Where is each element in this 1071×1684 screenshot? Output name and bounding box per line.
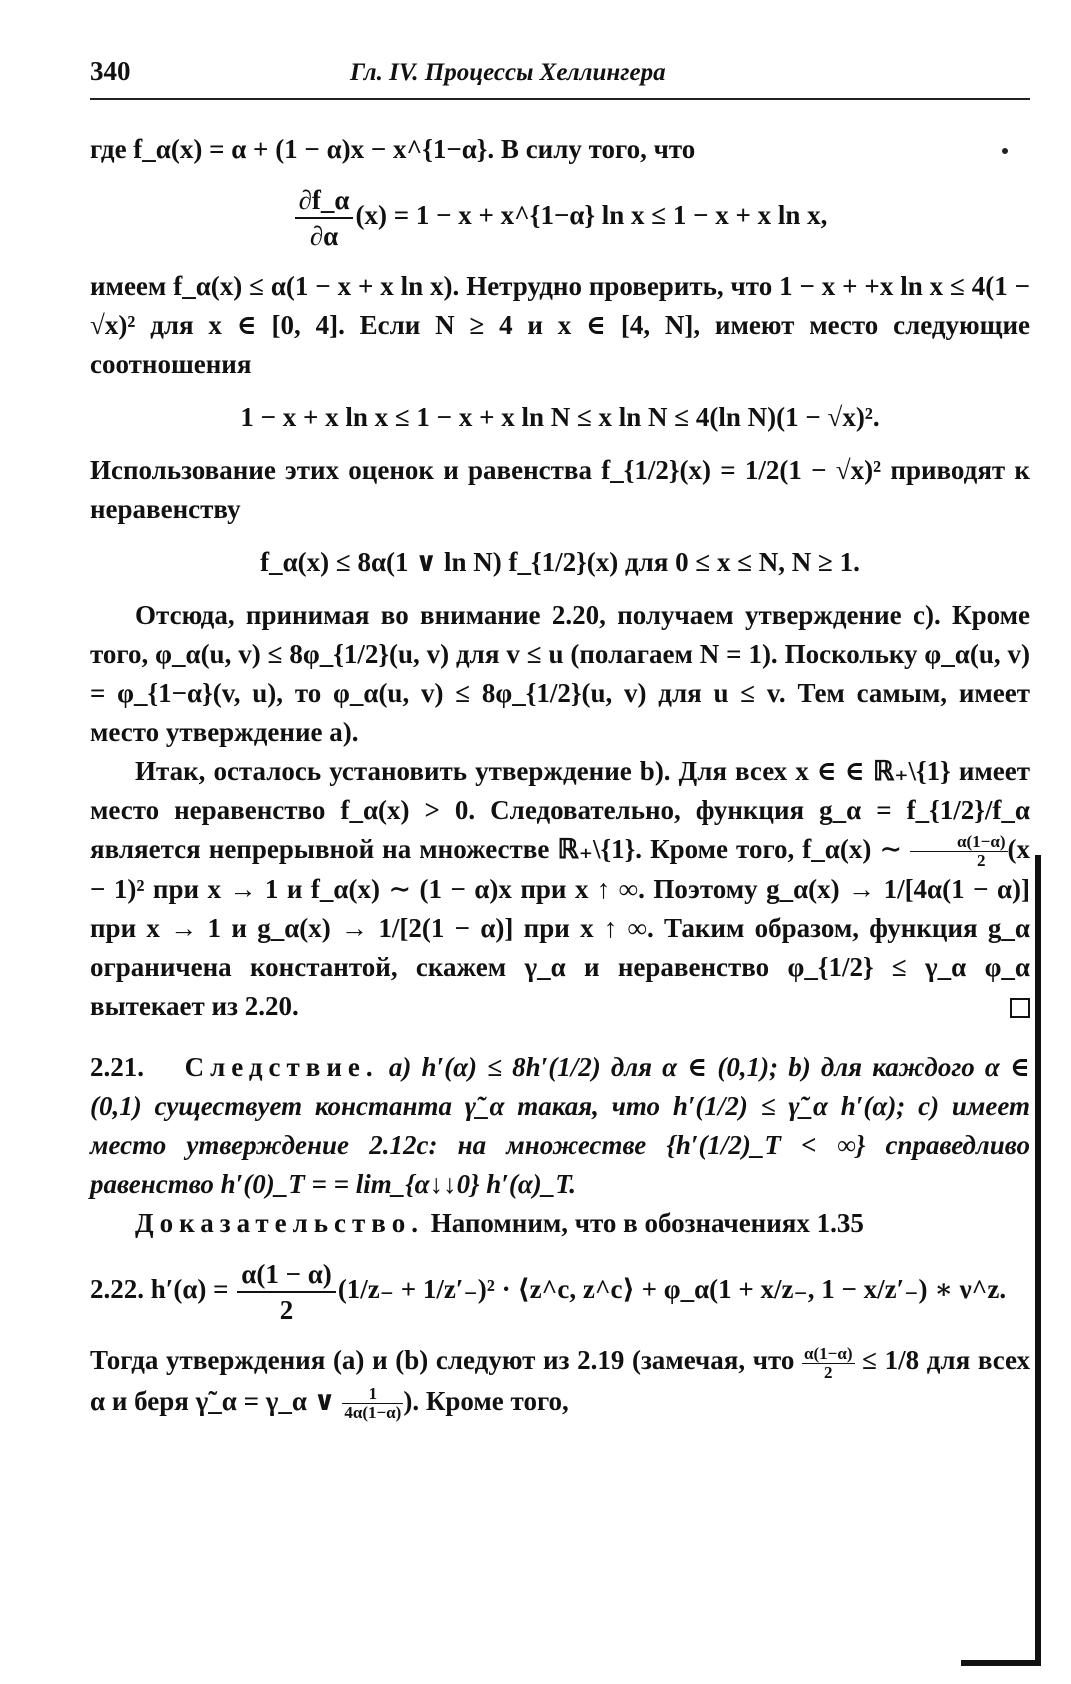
- proof-text: Напомним, что в обозначениях 1.35: [430, 1208, 864, 1239]
- fraction-numerator: ∂f_α: [295, 183, 354, 219]
- page-number: 340: [90, 56, 131, 86]
- fraction-numerator: α(1−α): [804, 1343, 853, 1363]
- running-title: Гл. IV. Процессы Хеллингера: [350, 59, 666, 86]
- paragraph-5: [90, 752, 1030, 1026]
- fraction-denominator: ∂α: [309, 221, 339, 251]
- paragraph-last-part-a: Тогда утверждения (a) и (b) следуют из 2.19 (замечая, что: [90, 1345, 803, 1376]
- fraction-denominator: 4α(1−α): [344, 1402, 402, 1422]
- corollary-text: a) h′(α) ≤ 8h′(1/2) для α ∈ (0,1); b) для каждого α ∈ (0,1) существует константа γ̃_α такая, что h′(1/2) ≤ γ̃_α h′(α); c) имеет место утверждение 2.12c: на множестве {h′(1/2)_T < ∞} справедливо равенство h′(0)_T = = lim_{α↓↓0} h′(α)_T.: [90, 1052, 1031, 1200]
- page: [90, 52, 1030, 1422]
- paragraph-2: имеем f_α(x) ≤ α(1 − x + x ln x). Нетрудно проверить, что 1 − x + +x ln x ≤ 4(1 − √x)² для x ∈ [0, 4]. Если N ≥ 4 и x ∈ [4, N], имеют место следующие соотношения: [90, 271, 1030, 379]
- paragraph-5-part-a: Итак, осталось установить утверждение b). Для всех x ∈ ∈ ℝ₊\{1} имеет место неравенство f_α(x) > 0. Следовательно, функция g_α = f_{1/2}/f_α является непрерывной на множестве ℝ₊\{1}. Кроме того, f_α(x) ∼: [90, 756, 1030, 864]
- paragraph-last: [90, 1341, 1030, 1422]
- text-line-1: где f_α(x) = α + (1 − α)x − x^{1−α}. В силу того, что: [90, 134, 696, 164]
- paragraph-last-part-c: ). Кроме того,: [403, 1385, 569, 1416]
- scan-edge-horizontal: [961, 1660, 1041, 1666]
- partial-fraction: [295, 183, 354, 253]
- fraction-denominator: 2: [824, 1362, 833, 1382]
- inline-fraction-3: [342, 1385, 403, 1422]
- header-rule: [90, 98, 1030, 100]
- equation-1: [90, 183, 1030, 253]
- paragraph-5-part-b: (x − 1)² при x → 1 и f_α(x) ∼ (1 − α)x при x ↑ ∞. Поэтому g_α(x) → 1/[4α(1 − α)] при x → 1 и g_α(x) → 1/[2(1 − α)] при x ↑ ∞. Таким образом, функция g_α ограничена константой, скажем γ_α и неравенство φ_{1/2} ≤ γ_α φ_α вытекает из 2.20.: [90, 834, 1030, 1022]
- corollary-title: Следствие.: [184, 1052, 379, 1083]
- equation-3: f_α(x) ≤ 8α(1 ∨ ln N) f_{1/2}(x) для 0 ≤ x ≤ N, N ≥ 1.: [260, 547, 860, 577]
- proof-block: [90, 1204, 1030, 1243]
- equation-1-rest: (x) = 1 − x + x^{1−α} ln x ≤ 1 − x + x ln x,: [355, 200, 828, 231]
- page-header: [90, 52, 1030, 94]
- paragraph-last-part-b: ≤ 1/8 для всех α и беря γ̃_α = γ_α ∨: [90, 1345, 1030, 1416]
- equation-4-lhs: h′(α) =: [150, 1274, 229, 1305]
- paragraph-3: Использование этих оценок и равенства f_{1/2}(x) = 1/2(1 − √x)² приводят к неравенству: [90, 455, 1030, 524]
- fraction-numerator: α(1 − α): [237, 1257, 336, 1293]
- equation-4: [90, 1257, 1030, 1327]
- equation-2: 1 − x + x ln x ≤ 1 − x + x ln N ≤ x ln N ≤ 4(ln N)(1 − √x)².: [240, 402, 880, 432]
- fraction-numerator: 1: [342, 1385, 403, 1404]
- qed-square-icon: [1010, 998, 1030, 1018]
- fraction-denominator: 2: [279, 1295, 294, 1326]
- inline-fraction: [910, 833, 1008, 870]
- equation-4-label: 2.22.: [90, 1274, 144, 1305]
- fraction-numerator: α(1−α): [910, 833, 1008, 852]
- paragraph-4: Отсюда, принимая во внимание 2.20, получаем утверждение c). Кроме того, φ_α(u, v) ≤ 8φ_{1/2}(u, v) для v ≤ u (полагаем N = 1). Поскольку φ_α(u, v) = φ_{1−α}(v, u), то φ_α(u, v) ≤ 8φ_{1/2}(u, v) для u ≤ v. Тем самым, имеет место утверждение a).: [90, 600, 1030, 747]
- scan-edge-vertical: [1035, 855, 1041, 1665]
- corollary-block: [90, 1048, 1030, 1204]
- proof-title: Доказательство.: [135, 1208, 424, 1239]
- corollary-label: 2.21.: [90, 1052, 144, 1083]
- fraction-denominator: 2: [977, 851, 986, 871]
- equation-4-fraction: [237, 1257, 336, 1327]
- equation-4-rest: (1/z₋ + 1/z′₋)² · ⟨z^c, z^c⟩ + φ_α(1 + x/z₋, 1 − x/z′₋) ∗ ν^z.: [337, 1274, 1007, 1305]
- inline-fraction-2: [802, 1345, 855, 1382]
